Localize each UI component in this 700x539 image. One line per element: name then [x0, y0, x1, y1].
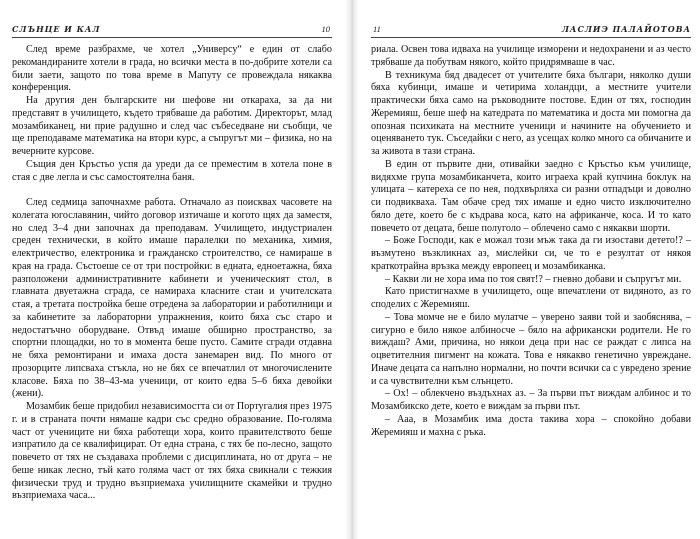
right-page-number: 11	[373, 24, 381, 34]
paragraph: – Ааа, в Мозамбик има доста такива хора – спокойно добави Жеремияш и махна с ръка.	[371, 413, 691, 438]
paragraph: В техникума бяд двадесет от учителите бяха българи, няколко души бяха кубинци, имаше и четирима холандци, а местните учители практически бяха само на ръководните постове. Един от тях, господин Жеремияш, беше шеф на катедрата по математика и доста ми помогна да опозная психиката на местните ученици и начините на обучението и оценяването тук. Съседайки с него, аз усещах колко много са обичаните и за живота в тази страна.	[371, 69, 691, 157]
left-header-rule	[12, 37, 332, 38]
paragraph: риала. Освен това идваха на училище изморени и недохранени и аз често трябваше да побутвам някого, който придрямваше в час.	[371, 44, 691, 68]
left-page	[12, 0, 332, 539]
paragraph: – Боже Господи, как е можал този мъж така да ги изостави детето!? – възмутено възкликнах аз, мислейки си, че то е резултат от някоя краткотрайна връзка между европеец и мозамбиканка.	[371, 235, 691, 272]
paragraph: – Какви ли не хора има по тоя свят!? – гневно добави и съпругът ми.	[385, 273, 682, 285]
right-running-head: ЛАСЛИЭ ПАЛАЙОТОВА	[561, 24, 691, 34]
paragraph: На другия ден българските ни шефове ни откараха, за да ни представят в училището, където трябваше да работим. Директорът, млад мозамбиканец, ни прие радушно и след час събеседване ни съобщи, че ще преподаваме математика на втори курс, а съпругът ми – физика, но на вечерните курсове.	[12, 95, 332, 157]
paragraph: След седмица започнахме работа. Отначало аз поисквах часовете на колегата югославянин, чийто договор изтичаше и когото щях да заместя, но след 3–4 дни започнах да преподавам. Училището, индустриален среден технически, в който имаше паралелки по механика, химия, електричество, електроника и гражданско строителство, се намираше в края на града. Състоеше се от три постройки: в едната, едноетажна, бяха разположени административните кабинети и ученическият стол, в главната двуетажна сграда, се намираха класните стаи и учителската стая, а третата постройка беше отредена за лаборатории и работилници и за кабинетите за лабораторни упражнения, които бяха със старо и недостатъчно оборудване. Отвъд имаше обширно пространство, за спортни площадки, но то в момента беше пусто. Самите сгради отдавна не бяха ремонтирани и имаха доста занемарен вид. По много от прозорците липсваха стъкла, но не бях се впечатлил от многочислените класове. Бяха по 38–43-ма ученици, от които едва 5–6 бяха девойки (жени).	[12, 197, 332, 400]
left-running-head: СЛЪНЦЕ И КАЛ	[12, 24, 101, 34]
paragraph: В един от първите дни, отивайки заедно с Кръстьо към училище, видяхме група мозамбиканчета, които играеха край купчина боклук на улицата – катереха се по нея, подхвърляха си разни отпадъци и доволно си подвикваха. Там обаче сред тях имаше и едно чисто изключително бяло дете, което бе с къдрава коса, като на африканче, коса. И то като повечето от децата, беше полуголо – облечено само с някакви шорти.	[371, 158, 691, 234]
right-page-header	[371, 24, 691, 38]
right-page-body	[371, 44, 691, 439]
right-header-rule	[371, 37, 691, 38]
paragraph: След време разбрахме, че хотел „Универсу“ е един от слабо рекомандираните хотели в града, но всички места в по-добрите хотели са били заети, защото по това време в Мапуту се провеждала някаква конференция.	[12, 44, 332, 94]
paragraph: – Ох! – облекчено въздъхнах аз. – За първи път виждам албинос и то Мозамбикско дете, което е виждам за първи път.	[371, 388, 691, 412]
paragraph: Същия ден Кръстьо успя да уреди да се преместим в хотела поне в стая с две легла и със самостоятелна баня.	[12, 158, 332, 183]
left-page-number: 10	[321, 24, 330, 34]
paragraph: Мозамбик беше придобил независимостта си от Португалия през 1975 г. и в страната почти нямаше кадри със средно образование. По-голяма част от учениците ни бяха работещи хора, които правителството беше изпратило да се квалифицират. От една страна, с тях бе по-лесно, защото повечето от тях не създаваха проблеми с дисциплината, но от друга – не беше никак лесно, тъй като голяма част от тях бяха свикнали с тежкия физически труд и трудно възприемаха училищните скамейки и трудно възприемаха часа...	[12, 401, 332, 502]
left-page-body	[12, 44, 332, 503]
paragraph: Като пристигнахме в училището, още впечатлени от видяното, аз го споделих с Жеремияш.	[371, 286, 691, 310]
paragraph: – Това момче не е било мулатче – уверено заяви той и заобяснява, – сигурно е било някое албиносче – бяло на африкански родители. Не го виждаш? Ами, причина, но някои деца при нас се раждат с липса на оцветителния пигмент на кожата. Това е някакво генетично увреждане. Иначе децата са напълно нормални, но почти всички са с увредено зрение и са чувствителни към слънцето.	[371, 311, 691, 387]
right-page	[371, 0, 691, 539]
book-gutter	[345, 0, 359, 539]
left-page-header	[12, 24, 332, 38]
